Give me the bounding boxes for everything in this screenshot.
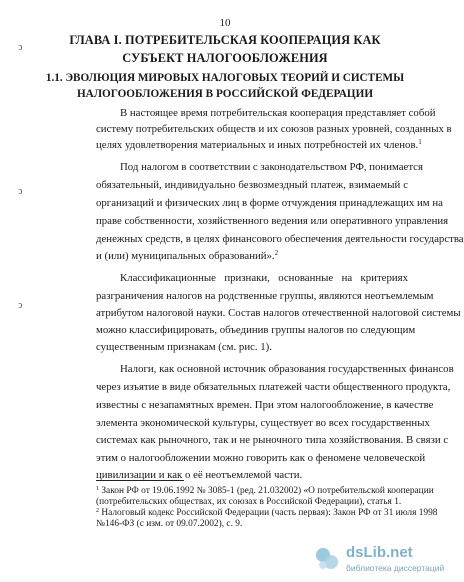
body-line: этим о налогообложении можно говорить как о феномене человеческой xyxy=(96,452,426,464)
body-line: Классификационные признаки, основанные на критериях xyxy=(120,272,408,284)
chapter-title-line-2: СУБЪЕКТ НАЛОГООБЛОЖЕНИЯ xyxy=(122,51,328,65)
body-line: атрибутом налоговой науки. Состав налогов отечественной налоговой системы xyxy=(96,307,461,319)
section-title-line-2: НАЛОГООБЛОЖЕНИЯ В РОССИЙСКОЙ ФЕДЕРАЦИИ xyxy=(76,88,374,100)
footnote-1-line-2: (потребительских обществах, их союзах в Российской Федерации), статья 1. xyxy=(96,497,402,507)
scan-margin-mark: ↄ xyxy=(18,42,23,53)
chapter-title-line-1: ГЛАВА I. ПОТРЕБИТЕЛЬСКАЯ КООПЕРАЦИЯ КАК xyxy=(69,33,381,47)
scan-margin-mark: ↄ xyxy=(18,186,23,197)
body-line: можно классифицировать, объединив группы налогов по следующим xyxy=(96,324,416,336)
dslib-watermark[interactable] xyxy=(314,544,445,576)
body-line: через изъятие в виде обязательных платежей части общественного продукта, xyxy=(96,381,451,393)
body-line: системах как рыночного, так и не рыночного типа хозяйствования. В связи с xyxy=(96,434,449,446)
body-line: существенным признакам (см. рис. 1). xyxy=(96,341,272,353)
body-line: В настоящее время потребительская кооперация представляет собой xyxy=(120,107,436,119)
section-title-line-1: 1.1. ЭВОЛЮЦИЯ МИРОВЫХ НАЛОГОВЫХ ТЕОРИЙ И СИСТЕМЫ xyxy=(45,72,405,84)
page-number: 10 xyxy=(219,17,231,29)
body-line: праве собственности, хозяйственного ведения или оперативного управления xyxy=(96,215,449,227)
watermark-subtitle: библиотека диссертаций xyxy=(346,563,445,573)
watermark-brand: dsLib.net xyxy=(346,544,413,561)
body-line: целях удовлетворения материальных и иных потребностей их членов.$^1$ xyxy=(96,138,422,151)
body-line: обязательный, индивидуально безвозмездный платеж, взимаемый с xyxy=(96,179,408,191)
footnote-2-line-2: №146-ФЗ (с изм. от 09.07.2002), с. 9. xyxy=(96,519,243,529)
footnote-separator xyxy=(96,480,184,481)
body-line: разграничения налогов на родственные группы, являются неотъемлемым xyxy=(96,290,434,302)
body-line: систему потребительских обществ и их союзов разных уровней, созданных в xyxy=(96,123,452,135)
body-line: Под налогом в соответствии с законодательством РФ, понимается xyxy=(120,161,423,173)
body-line: Налоги, как основной источник образования государственных финансов xyxy=(120,363,454,375)
dslib-logo-icon xyxy=(314,546,340,572)
body-line: и (или) муниципальных образований».$^2$ xyxy=(96,249,279,262)
scan-margin-mark: ↄ xyxy=(18,300,23,311)
footnote-ref-2[interactable]: 2 xyxy=(274,249,279,257)
body-line: элемента экономической культуры, существует во всех государственных xyxy=(96,417,430,429)
footnote-1-line-1: $^1$ Закон РФ от 19.06.1992 № 3085-1 (ред. 21.032002) «О потребительской кооперации xyxy=(96,486,434,496)
footnote-ref-1[interactable]: 1 xyxy=(418,138,422,146)
footnote-2-line-1: $^2$ Налоговый кодекс Российской Федерации (часть первая): Закон РФ от 31 июля 1998 xyxy=(96,508,438,518)
body-line: цивилизации и как о её неотъемлемой части. xyxy=(96,469,303,481)
body-line: денежных средств, в целях финансового обеспечения деятельности государства xyxy=(96,233,464,245)
body-line: организаций и физических лиц в форме отчуждения принадлежащих им на xyxy=(96,197,443,209)
body-line: известны с незапамятных времен. При этом налогообложение, в качестве xyxy=(96,399,434,411)
